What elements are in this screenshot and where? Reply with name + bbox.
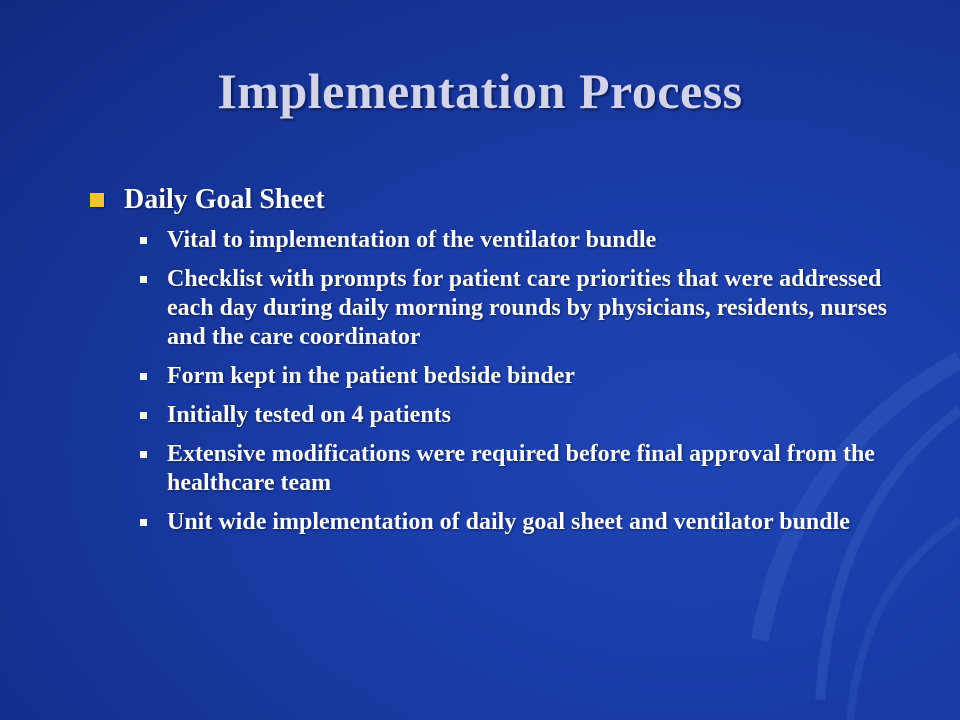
- square-bullet-icon: [90, 193, 104, 207]
- sub-bullet-item: [140, 265, 888, 352]
- slide-title: Implementation Process: [217, 63, 743, 119]
- sub-bullet-item: [140, 508, 888, 537]
- main-bullet-text: Daily Goal Sheet: [124, 184, 325, 215]
- small-square-bullet-icon: [140, 519, 147, 526]
- sub-bullet-text: Extensive modifications were required before final approval from the healthcare team: [167, 441, 875, 496]
- sub-bullet-list: [88, 226, 888, 537]
- sub-bullet-text: Initially tested on 4 patients: [167, 402, 452, 428]
- small-square-bullet-icon: [140, 276, 147, 283]
- sub-bullet-item: [140, 226, 888, 255]
- sub-bullet-text: Checklist with prompts for patient care priorities that were addressed each day during daily morning rounds by physicians, residents, nurses and the care coordinator: [167, 266, 887, 350]
- sub-bullet-text: Form kept in the patient bedside binder: [167, 363, 576, 389]
- sub-bullet-item: [140, 362, 888, 391]
- small-square-bullet-icon: [140, 412, 147, 419]
- small-square-bullet-icon: [140, 237, 147, 244]
- sub-bullet-text: Unit wide implementation of daily goal sheet and ventilator bundle: [167, 509, 850, 535]
- small-square-bullet-icon: [140, 373, 147, 380]
- sub-bullet-item: [140, 401, 888, 430]
- sub-bullet-text: Vital to implementation of the ventilator bundle: [167, 227, 657, 253]
- small-square-bullet-icon: [140, 451, 147, 458]
- main-bullet-item: [88, 180, 888, 220]
- sub-bullet-item: [140, 440, 888, 498]
- slide-content: [88, 180, 888, 547]
